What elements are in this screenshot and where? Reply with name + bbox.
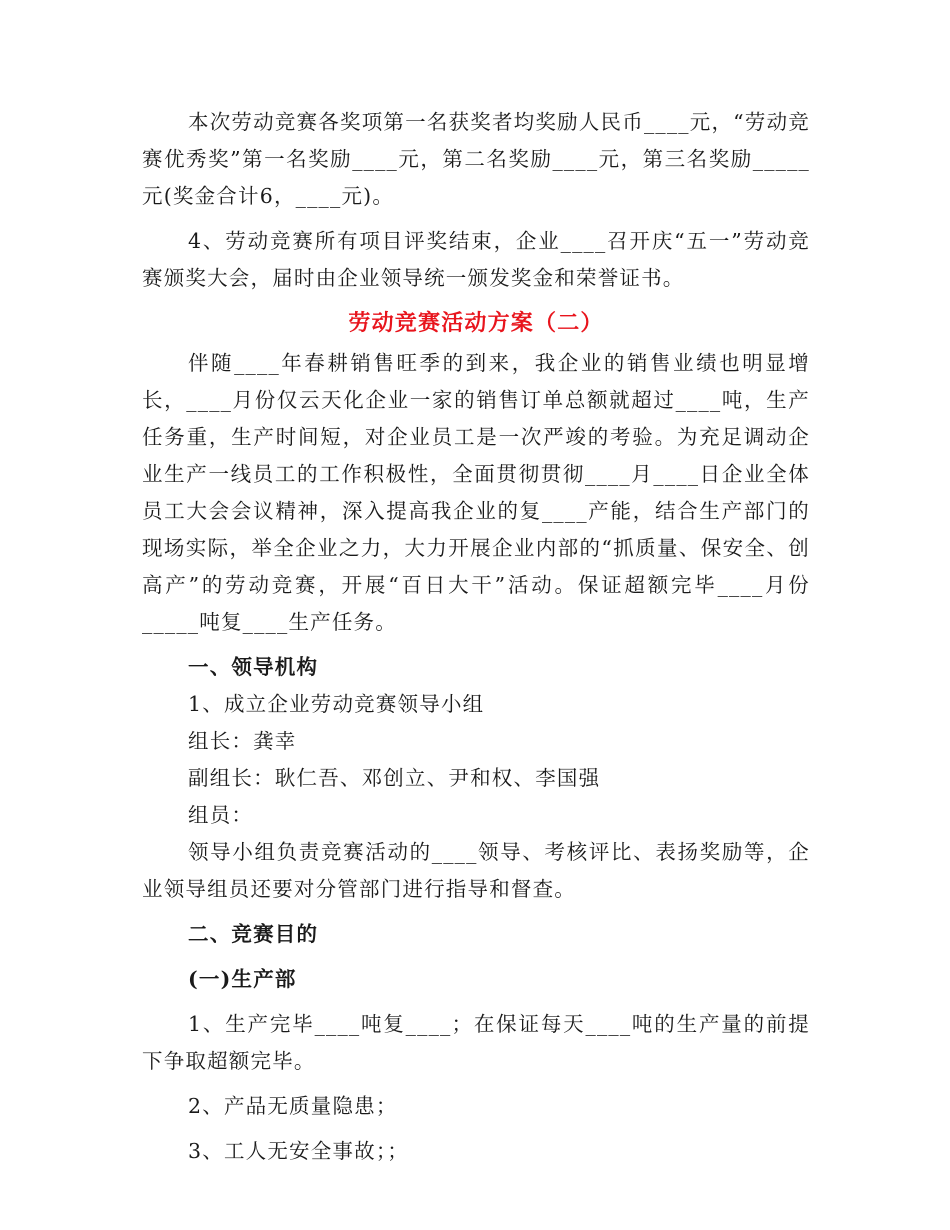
- paragraph-members: 组员：: [188, 803, 254, 827]
- heading-competition-goals: 二、竞赛目的: [188, 922, 319, 946]
- paragraph-award-ceremony: 4、劳动竞赛所有项目评奖结束，企业____召开庆“五一”劳动竞赛颁奖大会，届时由企业领导统一颁发奖金和荣誉证书。: [142, 229, 810, 290]
- paragraph-award-amounts: 本次劳动竞赛各奖项第一名获奖者均奖励人民币____元，“劳动竞赛优秀奖”第一名奖励____元，第二名奖励____元，第三名奖励_____元(奖金合计6，____元)。: [142, 110, 810, 208]
- paragraph-background: 伴随____年春耕销售旺季的到来，我企业的销售业绩也明显增长，____月份仅云天化企业一家的销售订单总额就超过____吨，生产任务重，生产时间短，对企业员工是一次严竣的考验。为充足调动企业生产一线员工的工作积极性，全面贯彻贯彻____月____日企业全体员工大会会议精神，深入提高我企业的复____产能，结合生产部门的现场实际，举全企业之力，大力开展企业内部的“抓质量、保安全、创高产”的劳动竞赛，开展“百日大干”活动。保证超额完毕____月份_____吨复____生产任务。: [142, 351, 810, 634]
- paragraph-deputy-leaders: 副组长：耿仁吾、邓创立、尹和权、李国强: [188, 766, 601, 790]
- document-page: [142, 104, 810, 1170]
- paragraph-quality-goal: 2、产品无质量隐患；: [188, 1094, 398, 1118]
- paragraph-group-leader: 组长：龚幸: [188, 729, 297, 753]
- heading-production-dept: (一)生产部: [188, 967, 297, 991]
- paragraph-group-duties: 领导小组负责竞赛活动的____领导、考核评比、表扬奖励等，企业领导组员还要对分管部门进行指导和督查。: [142, 840, 810, 901]
- paragraph-safety-goal: 3、工人无安全事故；；: [188, 1139, 409, 1163]
- section-title: 劳动竞赛活动方案（二）: [348, 310, 604, 336]
- paragraph-production-goal: 1、生产完毕____吨复____；在保证每天____吨的生产量的前提下争取超额完毕。: [142, 1012, 810, 1073]
- paragraph-leading-group: 1、成立企业劳动竞赛领导小组: [188, 692, 485, 716]
- heading-leadership: 一、领导机构: [188, 655, 319, 679]
